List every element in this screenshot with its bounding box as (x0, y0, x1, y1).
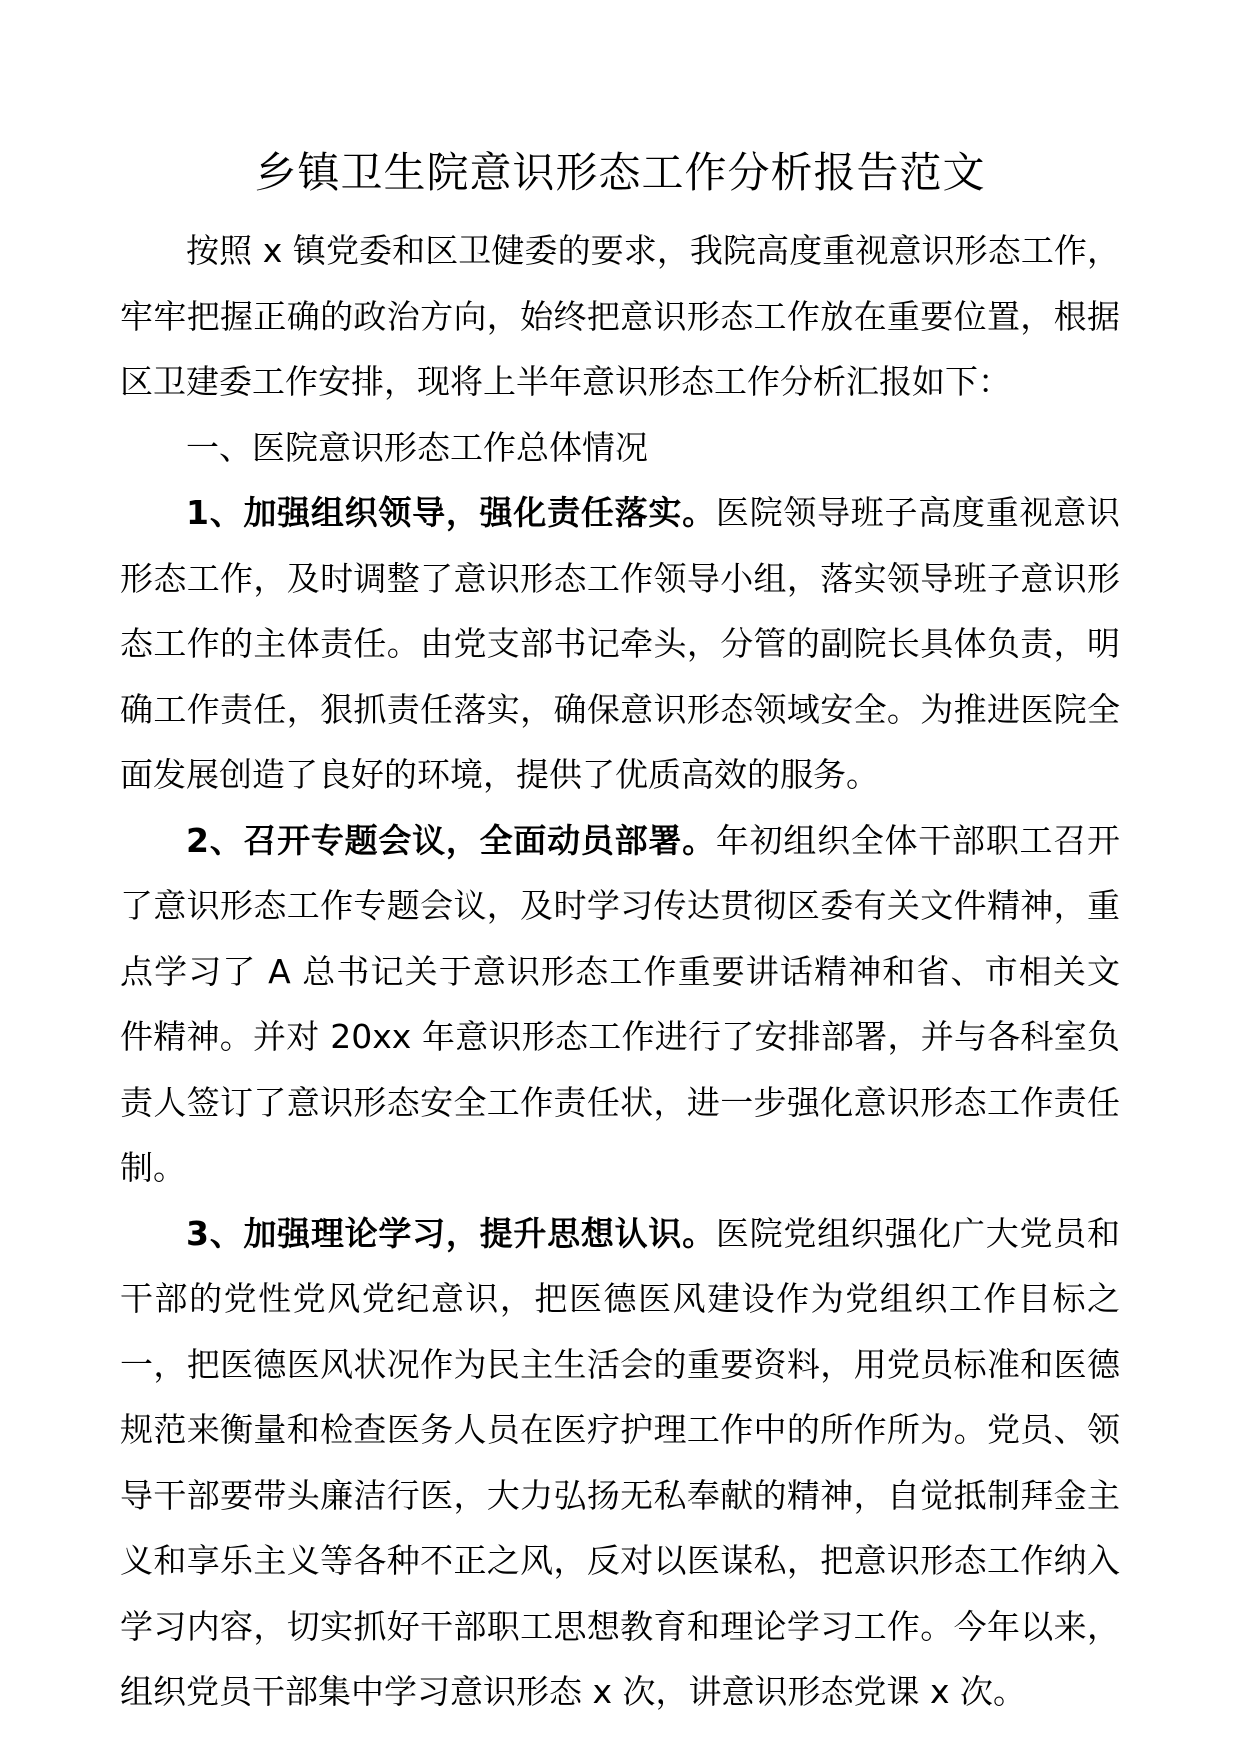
item-lead: 3、加强理论学习，提升思想认识。 (186, 1213, 716, 1253)
document-title: 乡镇卫生院意识形态工作分析报告范文 (254, 148, 986, 197)
intro-paragraph: 按照 x 镇党委和区卫健委的要求，我院高度重视意识形态工作，牢牢把握正确的政治方向，始终把意识形态工作放在重要位置，根据区卫建委工作安排，现将上半年意识形态工作分析汇报如下： (120, 231, 1120, 401)
item-lead: 2、召开专题会议，全面动员部署。 (186, 820, 716, 860)
item-text: 医院党组织强化广大党员和干部的党性党风党纪意识，把医德医风建设作为党组织工作目标之一，把医德医风状况作为民主生活会的重要资料，用党员标准和医德规范来衡量和检查医务人员在医疗护理工作中的所作所为。党员、领导干部要带头廉洁行医，大力弘扬无私奉献的精神，自觉抵制拜金主义和享乐主义等各种不正之风，反对以医谋私，把意识形态工作纳入学习内容，切实抓好干部职工思想教育和理论学习工作。今年以来，组织党员干部集中学习意识形态 x 次，讲意识形态党课 x 次。 (120, 1213, 1121, 1711)
item-paragraph-3 (120, 1201, 1120, 1725)
document-body (120, 218, 1120, 1725)
section-heading: 一、医院意识形态工作总体情况 (186, 427, 648, 467)
item-paragraph-2 (120, 808, 1120, 1201)
item-paragraph-1 (120, 480, 1120, 808)
item-lead: 1、加强组织领导，强化责任落实。 (186, 493, 716, 532)
item-text: 医院领导班子高度重视意识形态工作，及时调整了意识形态工作领导小组，落实领导班子意识形态工作的主体责任。由党支部书记牵头，分管的副院长具体负责，明确工作责任，狠抓责任落实，确保意识形态领域安全。为推进医院全面发展创造了良好的环境，提供了优质高效的服务。 (120, 493, 1121, 794)
item-text: 年初组织全体干部职工召开了意识形态工作专题会议，及时学习传达贯彻区委有关文件精神，重点学习了 A 总书记关于意识形态工作重要讲话精神和省、市相关文件精神。并对 20xx 年意识形态工作进行了安排部署，并与各科室负责人签订了意识形态安全工作责任状，进一步强化意识形态工作责任制。 (120, 820, 1121, 1187)
